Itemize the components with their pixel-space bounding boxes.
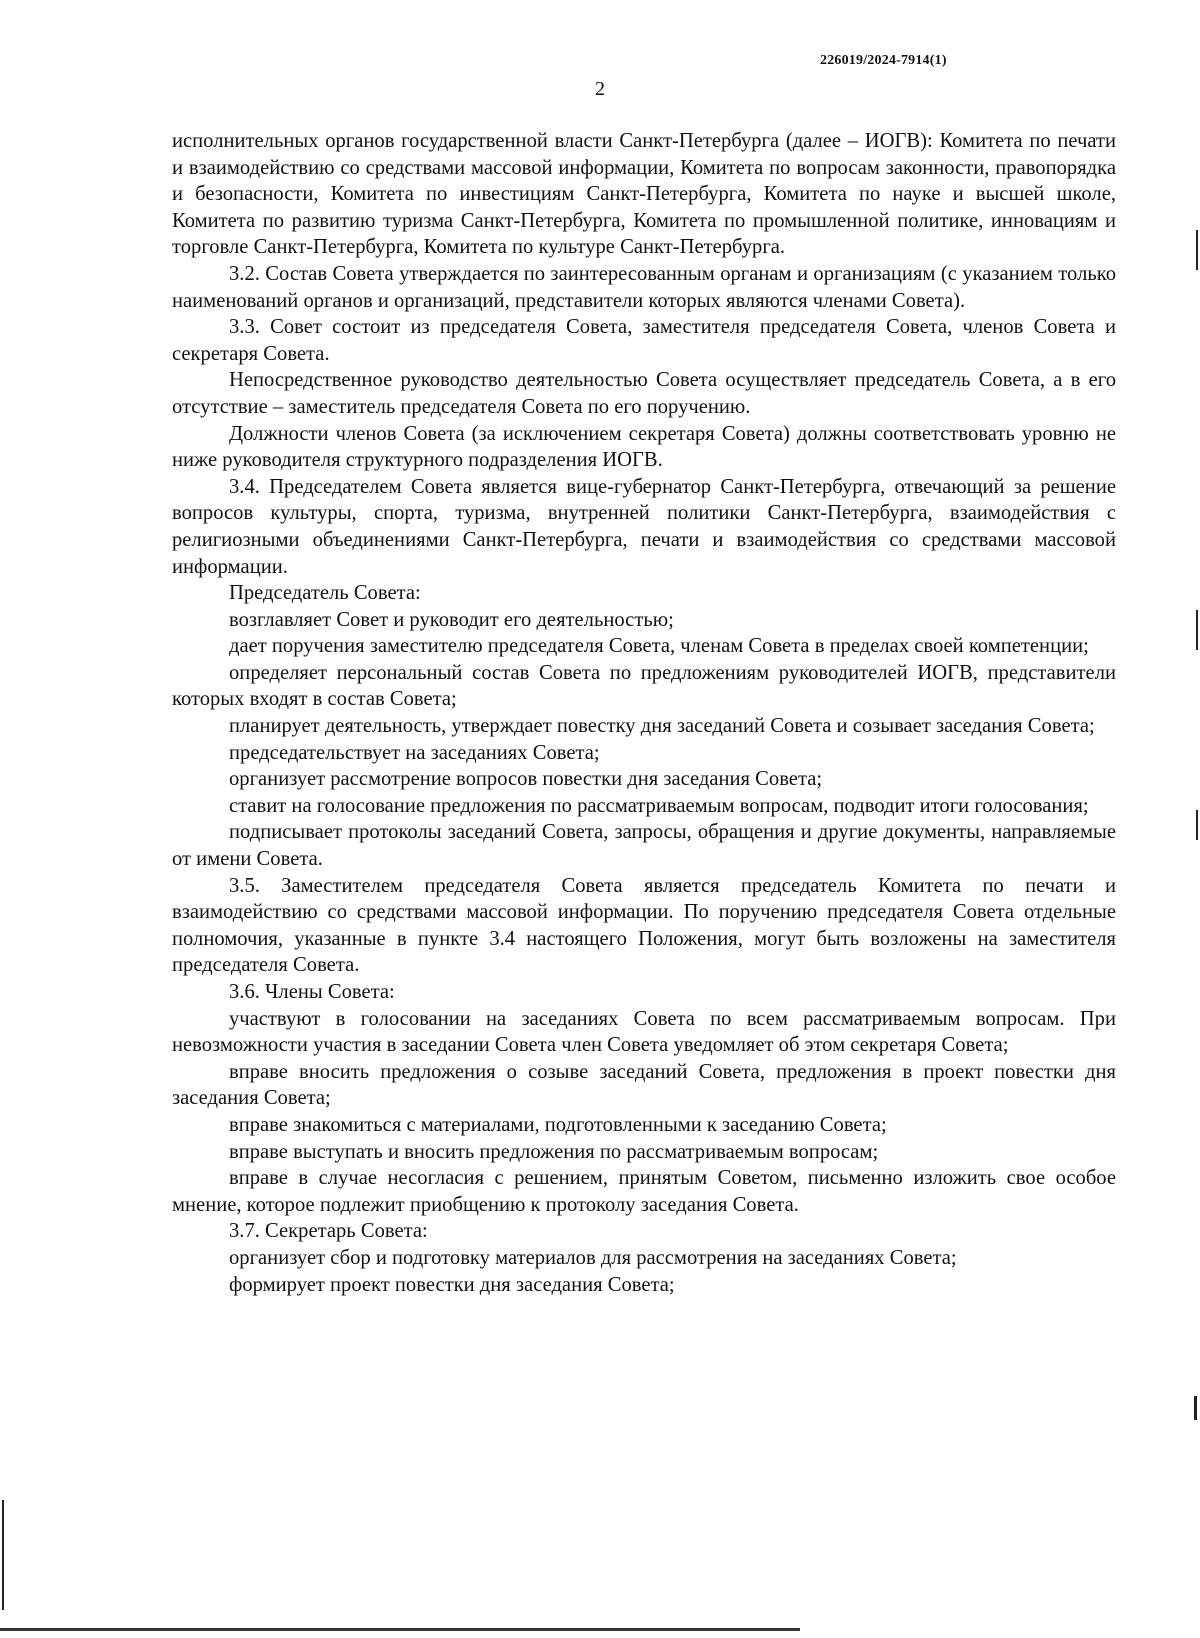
paragraph: вправе выступать и вносить предложения по рассматриваемым вопросам; (229, 1140, 879, 1163)
paragraph: дает поручения заместителю председателя Совета, членам Совета в пределах своей компетенции; (229, 635, 1089, 658)
scan-artifact (0, 1628, 800, 1631)
document-body (172, 128, 1116, 1298)
paragraph: участвуют в голосовании на заседаниях Совета по всем рассматриваемым вопросам. При невозможности участия в заседании Совета член Совета уведомляет об этом секретаря Совета; (172, 1007, 1116, 1057)
paragraph: Председатель Совета: (229, 582, 421, 605)
paragraph: 3.2. Состав Совета утверждается по заинтересованным органам и организациям (с указанием только наименований органов и организаций, представители которых являются членами Совета). (172, 262, 1116, 312)
paragraph: подписывает протоколы заседаний Совета, запросы, обращения и другие документы, направляемые от имени Совета. (172, 821, 1116, 871)
paragraph: председательствует на заседаниях Совета; (229, 741, 600, 764)
scan-artifact (1196, 610, 1198, 650)
paragraph: 3.5. Заместителем председателя Совета является председатель Комитета по печати и взаимодействию со средствами массовой информации. По поручению председателя Совета отдельные полномочия, указанные в пункте 3.4 настоящего Положения, могут быть возложены на заместителя председателя Совета. (172, 874, 1116, 977)
paragraph: организует сбор и подготовку материалов для рассмотрения на заседаниях Совета; (229, 1246, 957, 1269)
paragraph: 3.4. Председателем Совета является вице-губернатор Санкт-Петербурга, отвечающий за решение вопросов культуры, спорта, туризма, внутренней политики Санкт-Петербурга, взаимодействия с религиозными объединениями Санкт-Петербурга, печати и взаимодействия со средствами массовой информации. (172, 475, 1116, 578)
paragraph: вправе знакомиться с материалами, подготовленными к заседанию Совета; (229, 1113, 887, 1136)
scan-artifact (1196, 230, 1198, 270)
paragraph: 3.3. Совет состоит из председателя Совета, заместителя председателя Совета, членов Совета и секретаря Совета. (172, 316, 1116, 365)
document-id: 226019/2024-7914(1) (820, 53, 947, 68)
paragraph: определяет персональный состав Совета по предложениям руководителей ИОГВ, представители которых входят в состав Совета; (172, 661, 1116, 711)
scan-artifact (1194, 1396, 1197, 1420)
paragraph: возглавляет Совет и руководит его деятельностью; (229, 608, 674, 631)
paragraph: организует рассмотрение вопросов повестки дня заседания Совета; (229, 768, 823, 791)
paragraph: 3.7. Секретарь Совета: (229, 1220, 428, 1243)
scan-artifact (2, 1500, 4, 1610)
scan-artifact (1196, 810, 1198, 840)
paragraph: формирует проект повестки дня заседания Совета; (229, 1273, 675, 1296)
paragraph: Должности членов Совета (за исключением секретаря Совета) должны соответствовать уровню не ниже руководителя структурного подразделения ИОГВ. (172, 422, 1116, 472)
paragraph: планирует деятельность, утверждает повестку дня заседаний Совета и созывает заседания Совета; (229, 715, 1095, 738)
page-number: 2 (595, 78, 605, 100)
paragraph: 3.6. Члены Совета: (229, 981, 395, 1003)
paragraph: Непосредственное руководство деятельностью Совета осуществляет председатель Совета, а в его отсутствие – заместитель председателя Совета по его поручению. (172, 369, 1116, 418)
paragraph: вправе в случае несогласия с решением, принятым Советом, письменно изложить свое особое мнение, которое подлежит приобщению к протоколу заседания Совета. (172, 1167, 1116, 1216)
paragraph: исполнительных органов государственной власти Санкт-Петербурга (далее – ИОГВ): Комитета по печати и взаимодействию со средствами массовой информации, Комитета по вопросам законности, правопорядка и безопасности, Комитета по инвестициям Санкт-Петербурга, Комитета по науке и высшей школе, Комитета по развитию туризма Санкт-Петербурга, Комитета по промышленной политике, инновациям и торговле Санкт-Петербурга, Комитета по культуре Санкт-Петербурга. (172, 130, 1116, 259)
paragraph: вправе вносить предложения о созыве заседаний Совета, предложения в проект повестки дня заседания Совета; (172, 1060, 1116, 1110)
paragraph: ставит на голосование предложения по рассматриваемым вопросам, подводит итоги голосования; (229, 794, 1089, 817)
